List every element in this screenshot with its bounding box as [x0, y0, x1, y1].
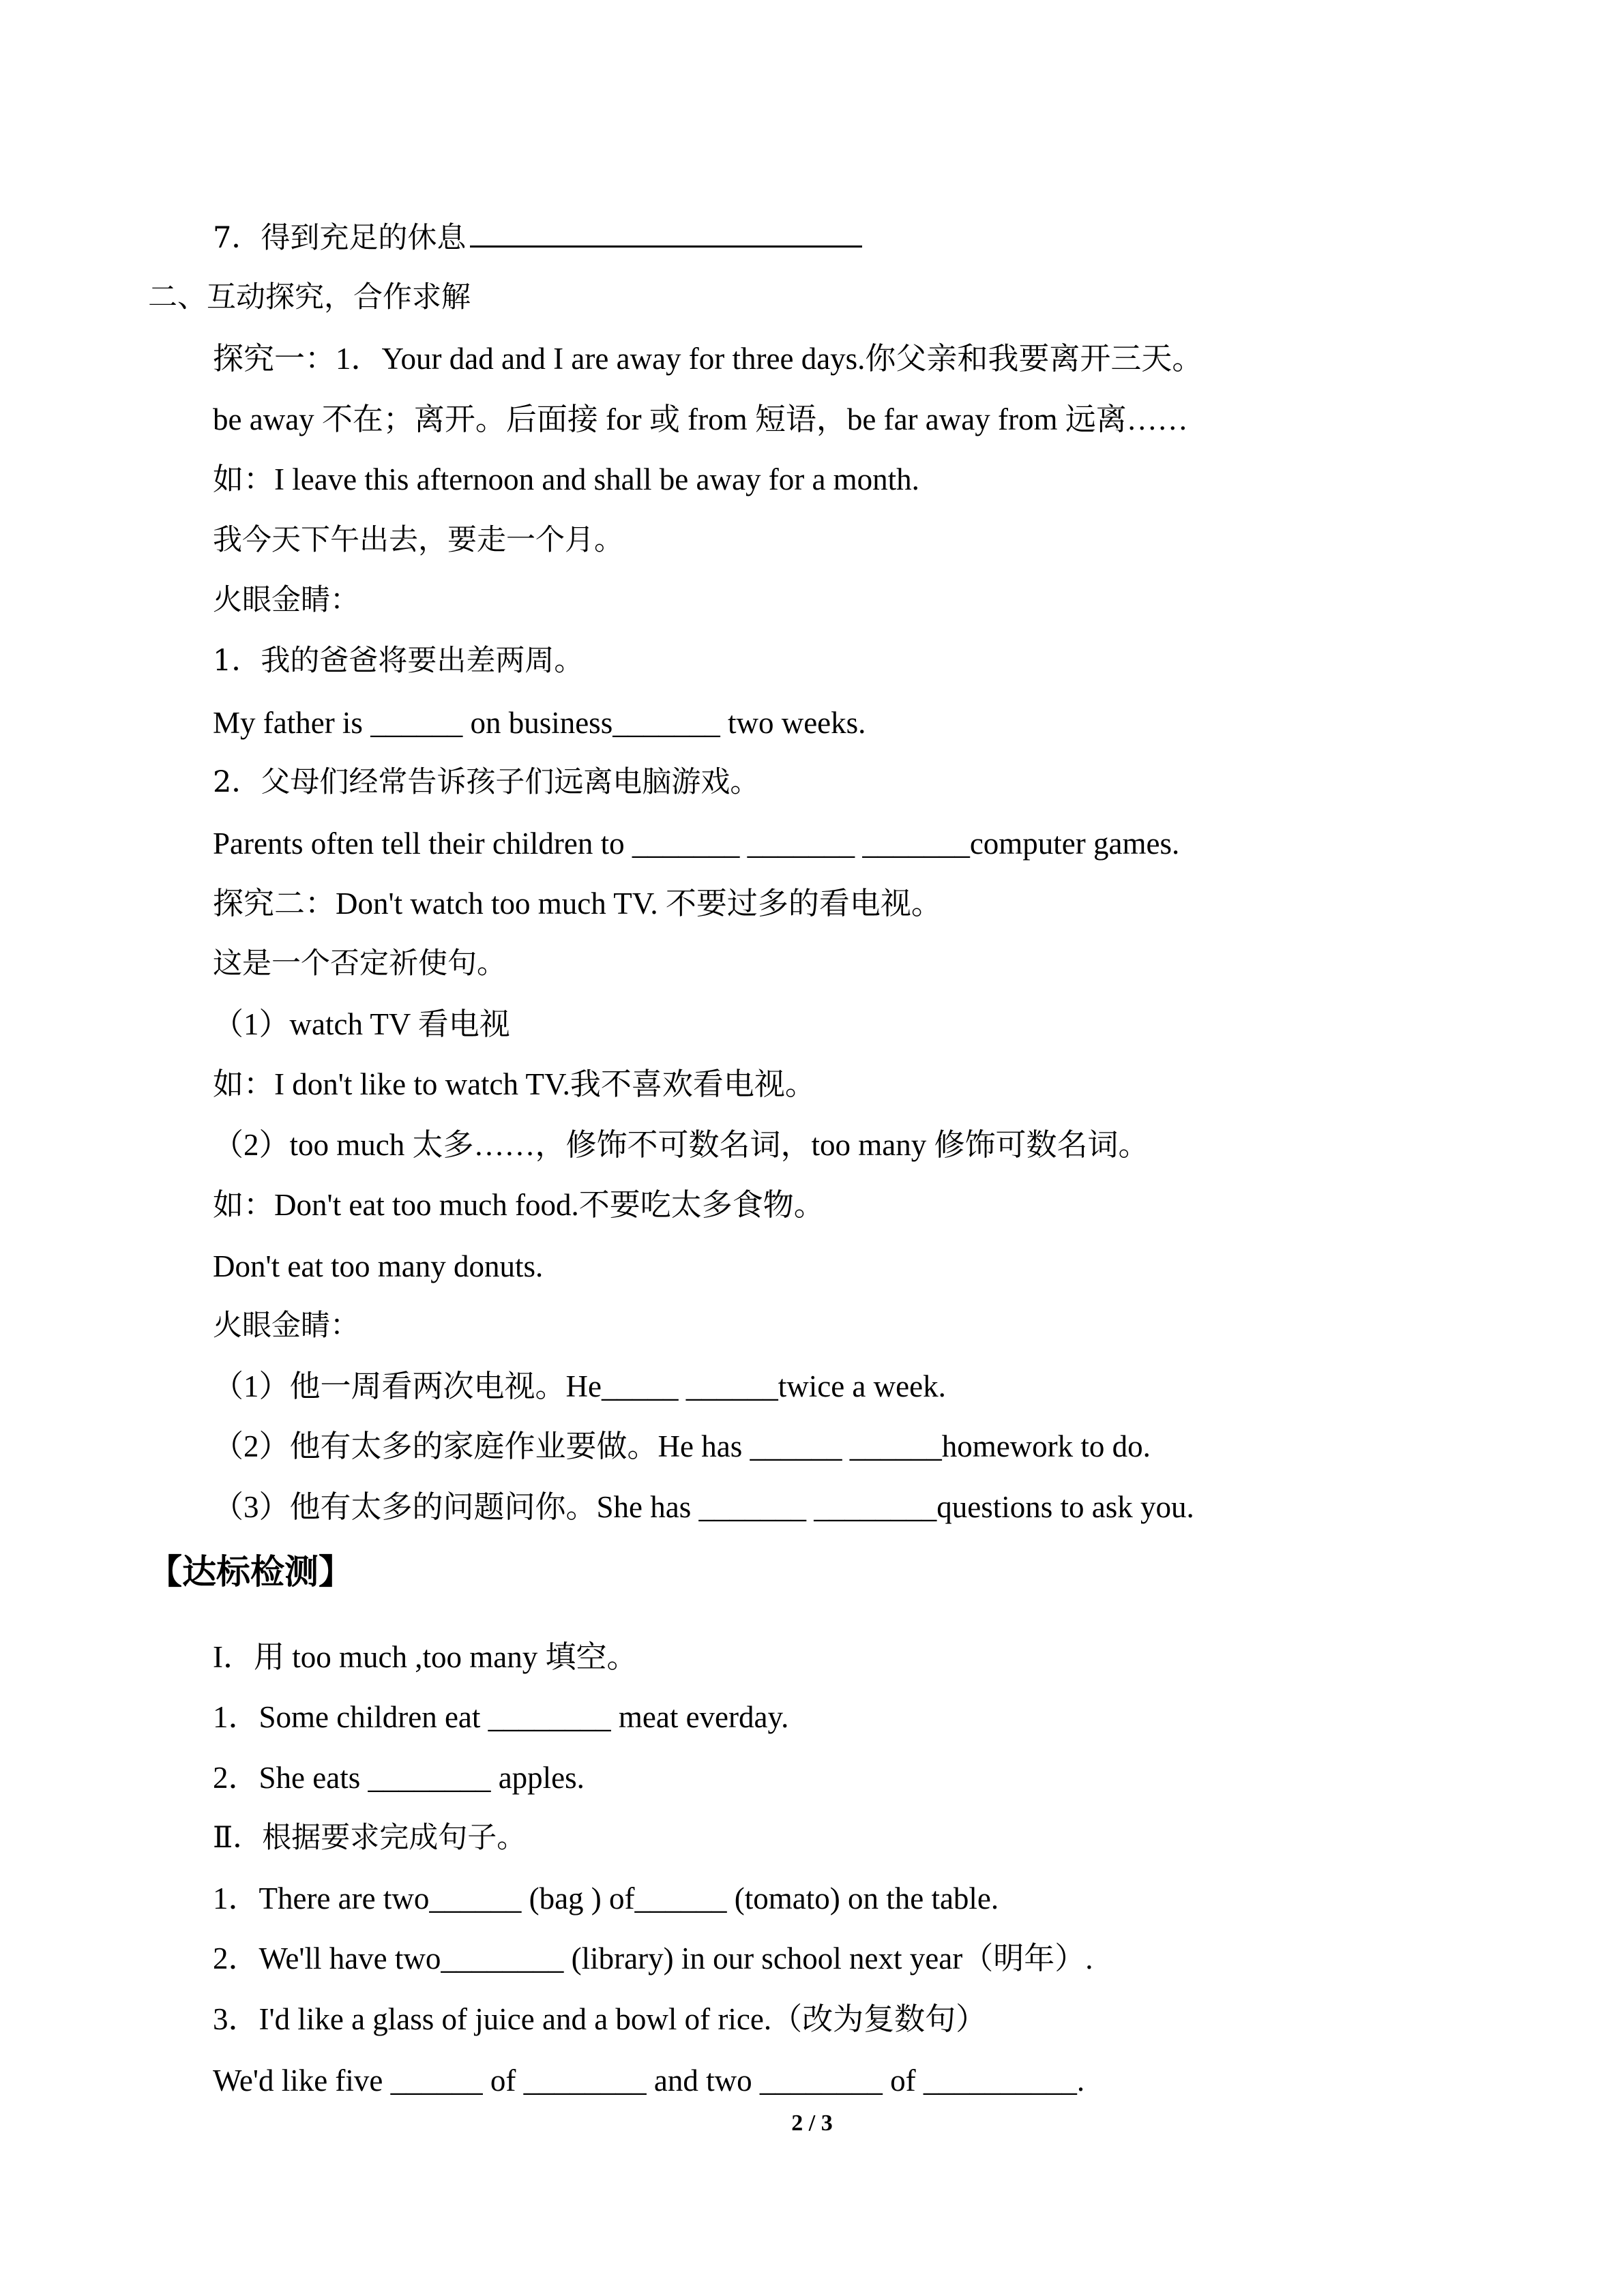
example-sentence-2: 如：I don't like to watch TV.我不喜欢看电视。 — [213, 1067, 816, 1101]
practice-2-sentence: Parents often tell their children to _______ _______ _______computer games. — [213, 826, 1180, 861]
section-2-title: 二、互动探究，合作求解 — [148, 280, 471, 314]
practice-3-sentence: （1）他一周看两次电视。He_____ ______twice a week. — [213, 1369, 946, 1403]
point-2-too-much: （2）too much 太多……，修饰不可数名词，too many 修饰可数名词。 — [213, 1128, 1149, 1162]
explore-1-line: 探究一：1．Your dad and I are away for three days.你父亲和我要离开三天。 — [213, 342, 1203, 376]
item-7-line — [213, 215, 862, 258]
practice-1-sentence: My father is ______ on business_______ two weeks. — [213, 706, 866, 740]
example-translation-1: 我今天下午出去，要走一个月。 — [213, 523, 623, 557]
assessment-heading: 【达标检测】 — [148, 1552, 353, 1592]
item-7-text: 7．得到充足的休息 — [213, 221, 467, 255]
practice-5-sentence: （3）他有太多的问题问你。She has _______ ________questions to ask you. — [213, 1490, 1194, 1524]
exercise-2-instruction: Ⅱ．根据要求完成句子。 — [213, 1821, 527, 1855]
point-1-watch-tv: （1）watch TV 看电视 — [213, 1007, 510, 1041]
exercise-2-item-3: 3．I'd like a glass of juice and a bowl of rice.（改为复数句） — [213, 2002, 987, 2036]
practice-2-prompt: 2．父母们经常告诉孩子们远离电脑游戏。 — [213, 765, 760, 799]
exercise-1-item-2: 2．She eats ________ apples. — [213, 1761, 585, 1795]
practice-label-1: 火眼金睛： — [213, 583, 359, 617]
explore-2-line: 探究二：Don't watch too much TV. 不要过多的看电视。 — [213, 886, 942, 921]
be-away-explanation: be away 不在；离开。后面接 for 或 from 短语，be far away from 远离…… — [213, 402, 1188, 436]
exercise-2-item-1: 1．There are two______ (bag ) of______ (tomato) on the table. — [213, 1881, 999, 1915]
example-sentence-3: 如：Don't eat too much food.不要吃太多食物。 — [213, 1188, 825, 1222]
example-sentence-1: 如：I leave this afternoon and shall be away for a month. — [213, 462, 919, 496]
practice-4-sentence: （2）他有太多的家庭作业要做。He has ______ ______homework to do. — [213, 1429, 1151, 1463]
answer-blank — [470, 215, 862, 248]
exercise-2-item-2: 2．We'll have two________ (library) in our school next year（明年）. — [213, 1941, 1093, 1976]
example-sentence-4: Don't eat too many donuts. — [213, 1249, 544, 1283]
exercise-1-instruction: I．用 too much ,too many 填空。 — [213, 1640, 638, 1674]
page-number: 2 / 3 — [791, 2111, 833, 2136]
practice-1-prompt: 1．我的爸爸将要出差两周。 — [213, 644, 584, 678]
practice-label-2: 火眼金睛： — [213, 1309, 359, 1343]
explore-2-note: 这是一个否定祈使句。 — [213, 946, 506, 981]
exercise-2-item-3-answer: We'd like five ______ of ________ and two ________ of __________. — [213, 2063, 1085, 2098]
exercise-1-item-1: 1．Some children eat ________ meat everday. — [213, 1700, 789, 1734]
